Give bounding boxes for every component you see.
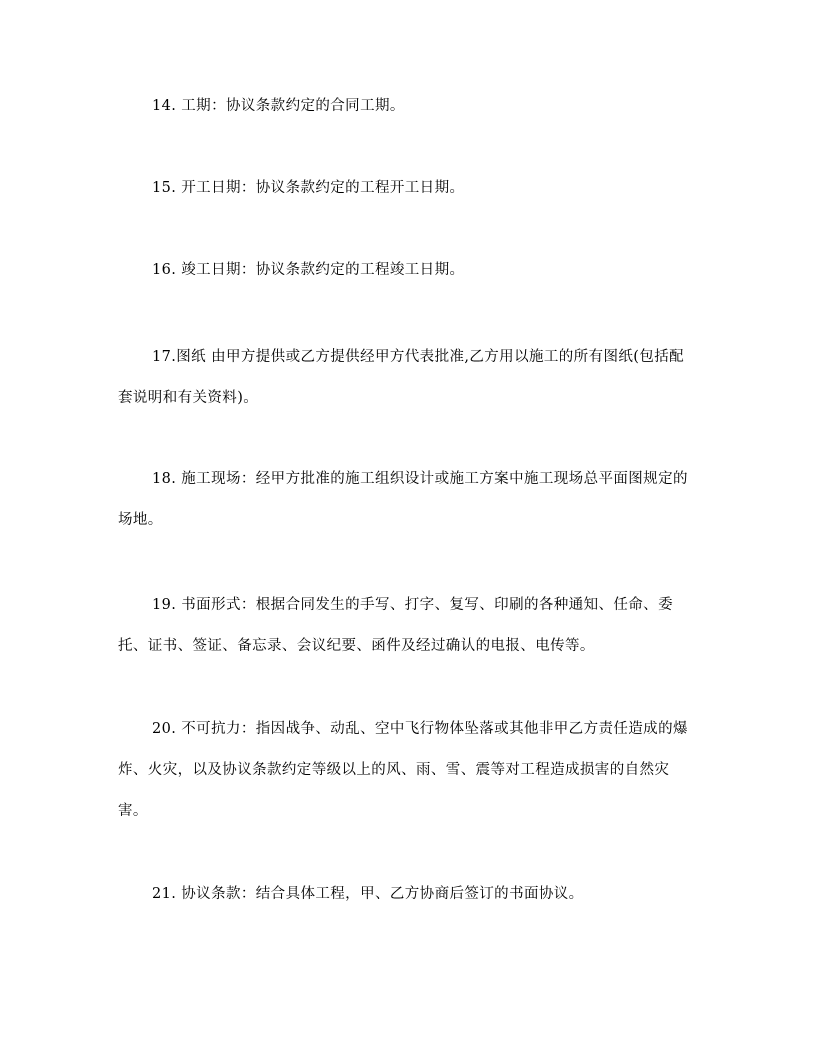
clause-14-paragraph: 14. 工期：协议条款约定的合同工期。 xyxy=(152,98,405,114)
clause-19-paragraph: 19. 书面形式：根据合同发生的手写、打字、复写、印刷的各种通知、任命、委托、证书、签证、备忘录、会议纪要、函件及经过确认的电报、电传等。 xyxy=(118,597,673,654)
clause-21-paragraph: 21. 协议条款：结合具体工程，甲、乙方协商后签订的书面协议。 xyxy=(152,886,584,902)
clause-15-paragraph: 15. 开工日期：协议条款约定的工程开工日期。 xyxy=(152,180,465,196)
clause-17-paragraph: 17.图纸 由甲方提供或乙方提供经甲方代表批准,乙方用以施工的所有图纸(包括配套说明和有关资料)。 xyxy=(118,349,685,406)
clause-20-paragraph: 20. 不可抗力：指因战争、动乱、空中飞行物体坠落或其他非甲乙方责任造成的爆炸、火灾，以及协议条款约定等级以上的风、雨、雪、震等对工程造成损害的自然灾害。 xyxy=(118,721,688,819)
clause-18-paragraph: 18. 施工现场：经甲方批准的施工组织设计或施工方案中施工现场总平面图规定的场地。 xyxy=(118,471,688,528)
clause-16-paragraph: 16. 竣工日期：协议条款约定的工程竣工日期。 xyxy=(152,262,465,278)
